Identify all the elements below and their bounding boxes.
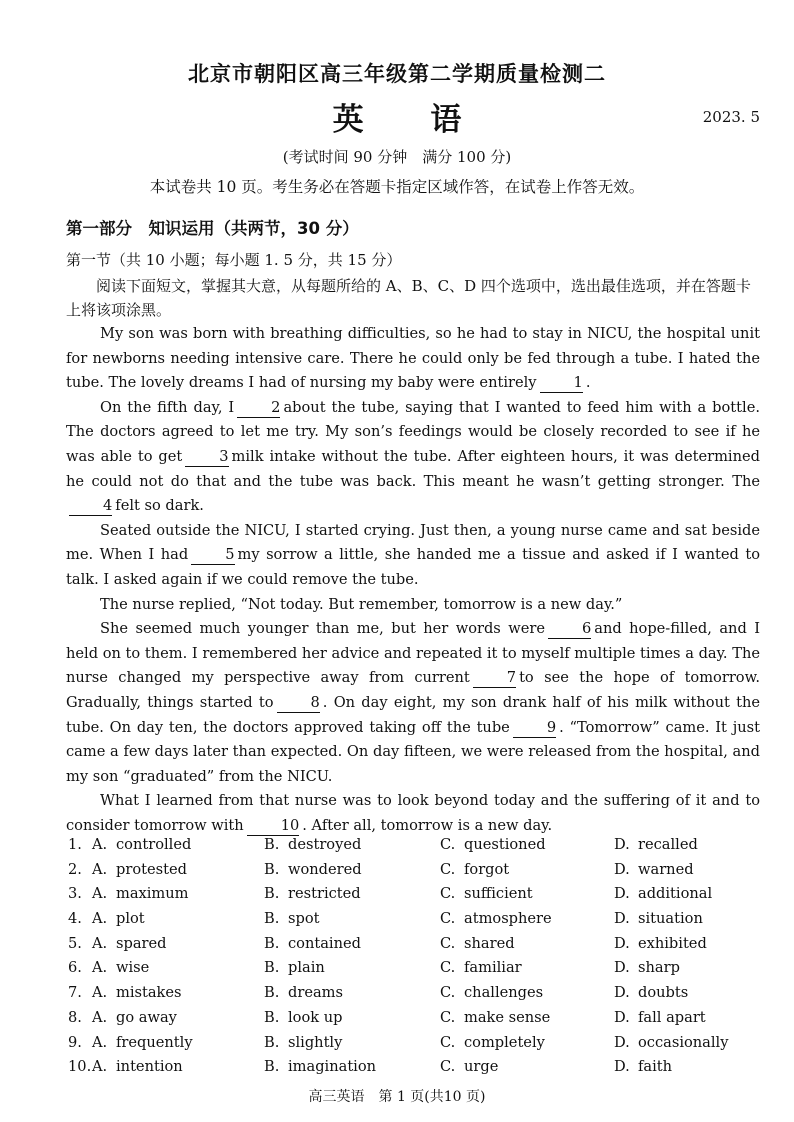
option-text: doubts [638, 984, 689, 1002]
passage-paragraph-1 [66, 322, 760, 396]
option-a [92, 910, 145, 927]
option-text: restricted [288, 885, 361, 903]
option-text: exhibited [638, 934, 707, 952]
option-text: faith [638, 1058, 673, 1076]
option-text: forgot [464, 860, 510, 878]
option-b [264, 1009, 342, 1026]
option-letter: C. [440, 934, 456, 952]
option-letter: C. [440, 1033, 456, 1051]
question-number: 8. [68, 1008, 82, 1026]
question-number: 3. [68, 885, 82, 903]
option-c [440, 1058, 498, 1075]
option-text: spot [288, 910, 320, 928]
option-letter: D. [614, 1033, 630, 1051]
option-letter: C. [440, 1008, 456, 1026]
option-a [92, 861, 187, 878]
option-letter: A. [92, 984, 108, 1002]
option-text: questioned [464, 836, 546, 853]
option-text: shared [464, 934, 515, 952]
option-row [68, 885, 758, 910]
option-letter: C. [440, 885, 456, 903]
option-c [440, 984, 543, 1001]
part1-heading: 第一部分 知识运用（共两节，30 分） [66, 219, 359, 238]
option-letter: D. [614, 860, 630, 878]
blank-7: 7 [473, 669, 516, 688]
option-text: imagination [288, 1058, 377, 1076]
option-b [264, 959, 325, 976]
option-row [68, 910, 758, 935]
option-text: intention [116, 1058, 183, 1076]
option-row [68, 836, 758, 861]
option-text: urge [464, 1058, 499, 1076]
passage-paragraph-6 [66, 789, 760, 838]
section1-instructions: 阅读下面短文，掌握其大意，从每题所给的 A、B、C、D 四个选项中，选出最佳选项，并在答题卡上将该项涂黑。 [66, 277, 751, 319]
option-c [440, 959, 522, 976]
option-b [264, 910, 319, 927]
option-d [614, 959, 680, 976]
option-letter: D. [614, 1058, 630, 1076]
option-letter: D. [614, 959, 630, 977]
question-number: 9. [68, 1033, 82, 1051]
option-letter: D. [614, 1008, 630, 1026]
option-letter: C. [440, 959, 456, 977]
passage-text: Seated outside the NICU, I started crying. Just then, a young nurse came and sat beside me. When I had [66, 521, 760, 564]
option-d [614, 861, 694, 878]
option-row [68, 984, 758, 1009]
passage-text: felt so dark. [115, 497, 204, 515]
passage-text: about the tube, saying that I wanted to feed him with a bottle. The doctors agreed to let me try. My son’s feedings would be closely recorded to see if he was able to get [66, 398, 760, 465]
option-d [614, 1034, 728, 1051]
question-number: 1. [68, 836, 82, 853]
option-a [92, 1009, 177, 1026]
cloze-passage [66, 322, 760, 838]
option-letter: B. [264, 1008, 280, 1026]
option-b [264, 836, 361, 853]
option-letter: D. [614, 934, 630, 952]
blank-10: 10 [247, 817, 300, 836]
passage-paragraph-5 [66, 617, 760, 789]
option-letter: A. [92, 860, 108, 878]
option-text: maximum [116, 885, 189, 903]
passage-text: . On day eight, my son drank half of his milk without the tube. On day ten, the doctors approved taking off the tube [66, 693, 760, 736]
option-letter: D. [614, 910, 630, 928]
option-a [92, 984, 182, 1001]
option-c [440, 1009, 550, 1026]
passage-paragraph-4: The nurse replied, “Not today. But remember, tomorrow is a new day.” [100, 595, 623, 613]
option-text: familiar [464, 959, 522, 977]
passage-text: and hope-filled, and I held on to them. I remembered her advice and repeated it to myself multiple times a day. The nurse changed my perspective away from current [66, 620, 760, 687]
option-letter: B. [264, 885, 280, 903]
exam-date: 2023. 5 [702, 108, 760, 126]
option-letter: D. [614, 885, 630, 903]
option-b [264, 1034, 342, 1051]
option-c [440, 885, 533, 902]
page-footer: 高三英语 第 1 页(共10 页) [308, 1089, 486, 1105]
option-row [68, 1009, 758, 1034]
option-letter: C. [440, 984, 456, 1002]
option-text: situation [638, 910, 703, 928]
passage-paragraph-2 [66, 396, 760, 519]
option-text: occasionally [638, 1033, 729, 1051]
option-letter: B. [264, 836, 280, 853]
option-letter: C. [440, 1058, 456, 1076]
blank-3: 3 [185, 448, 228, 467]
exam-notice: 本试卷共 10 页。考生务必在答题卡指定区域作答，在试卷上作答无效。 [149, 178, 645, 196]
option-letter: A. [92, 885, 108, 903]
option-text: wondered [288, 860, 362, 878]
option-text: recalled [638, 836, 698, 853]
option-row [68, 861, 758, 886]
blank-2: 2 [237, 399, 280, 418]
blank-8: 8 [277, 694, 320, 713]
passage-text: . “Tomorrow” came. It just came a few days later than expected. On day fifteen, we were released from the hospital, and my son “graduated” from the NICU. [66, 718, 760, 785]
option-a [92, 1058, 183, 1075]
option-b [264, 861, 362, 878]
option-letter: B. [264, 860, 280, 878]
option-a [92, 1034, 193, 1051]
option-c [440, 935, 515, 952]
option-letter: A. [92, 836, 108, 853]
passage-text: My son was born with breathing difficulties, so he had to stay in NICU, the hospital unit for newborns needing intensive care. There he could only be fed through a tube. I hated the tube. The lovely dreams I had of nursing my baby were entirely [66, 325, 760, 392]
option-d [614, 984, 688, 1001]
option-row [68, 959, 758, 984]
option-d [614, 1058, 672, 1075]
option-letter: D. [614, 984, 630, 1002]
option-text: contained [288, 934, 361, 952]
option-text: fall apart [638, 1008, 706, 1026]
passage-text: my sorrow a little, she handed me a tissue and asked if I wanted to talk. I asked again if we could remove the tube. [66, 546, 760, 588]
question-number: 10. [68, 1058, 92, 1076]
option-letter: B. [264, 934, 280, 952]
passage-text: milk intake without the tube. After eighteen hours, it was determined he could not do that and the tube was back. This meant he wasn’t getting stronger. The [66, 447, 760, 490]
option-b [264, 1058, 376, 1075]
option-text: additional [638, 885, 713, 903]
option-letter: D. [614, 836, 630, 853]
option-text: wise [116, 959, 150, 977]
option-text: completely [464, 1033, 545, 1051]
question-number: 6. [68, 959, 82, 977]
section1-heading: 第一节（共 10 小题；每小题 1. 5 分，共 15 分） [66, 251, 402, 269]
option-d [614, 885, 712, 902]
blank-6: 6 [548, 620, 591, 639]
option-text: sufficient [464, 885, 533, 903]
option-letter: B. [264, 984, 280, 1002]
option-text: atmosphere [464, 910, 552, 928]
option-b [264, 885, 361, 902]
option-letter: A. [92, 959, 108, 977]
option-letter: A. [92, 1008, 108, 1026]
option-b [264, 984, 343, 1001]
exam-time-info: (考试时间 90 分钟 满分 100 分) [282, 148, 512, 166]
option-c [440, 1034, 545, 1051]
option-text: warned [638, 860, 694, 878]
option-b [264, 935, 361, 952]
option-text: mistakes [116, 984, 182, 1002]
option-letter: A. [92, 934, 108, 952]
option-a [92, 959, 149, 976]
option-a [92, 836, 191, 853]
option-letter: B. [264, 959, 280, 977]
option-d [614, 1009, 706, 1026]
question-number: 2. [68, 860, 82, 878]
option-row [68, 1034, 758, 1059]
option-text: challenges [464, 984, 544, 1002]
subject-title: 英 语 [332, 102, 490, 138]
option-c [440, 910, 552, 927]
option-text: spared [116, 934, 167, 952]
option-text: make sense [464, 1008, 551, 1026]
option-letter: A. [92, 1033, 108, 1051]
question-number: 7. [68, 984, 82, 1002]
question-number: 5. [68, 934, 82, 952]
answer-options [68, 836, 758, 1083]
option-row [68, 1058, 758, 1083]
option-letter: C. [440, 836, 456, 853]
option-text: destroyed [288, 836, 362, 853]
passage-text: . [585, 374, 591, 392]
option-letter: A. [92, 1058, 108, 1076]
option-letter: C. [440, 910, 456, 928]
passage-text: What I learned from that nurse was to look beyond today and the suffering of it and to consider tomorrow with [66, 792, 760, 834]
option-a [92, 935, 167, 952]
option-text: sharp [638, 959, 680, 977]
passage-text: . After all, tomorrow is a new day. [302, 816, 553, 834]
passage-text: She seemed much younger than me, but her words were [100, 620, 545, 638]
option-text: controlled [116, 836, 192, 853]
blank-1: 1 [540, 374, 583, 393]
option-c [440, 836, 546, 853]
passage-text: On the fifth day, I [100, 398, 235, 416]
option-text: frequently [116, 1033, 193, 1051]
option-letter: B. [264, 910, 280, 928]
option-d [614, 836, 698, 853]
option-letter: B. [264, 1033, 280, 1051]
option-text: plot [116, 910, 145, 928]
option-text: plain [288, 959, 325, 977]
option-d [614, 935, 707, 952]
option-text: protested [116, 860, 187, 878]
blank-5: 5 [191, 546, 234, 565]
option-letter: C. [440, 860, 456, 878]
option-a [92, 885, 189, 902]
option-letter: A. [92, 910, 108, 928]
option-text: look up [288, 1008, 343, 1026]
option-row [68, 935, 758, 960]
question-number: 4. [68, 910, 82, 928]
exam-title: 北京市朝阳区高三年级第二学期质量检测二 [188, 61, 606, 86]
option-d [614, 910, 703, 927]
passage-paragraph-3 [66, 519, 760, 593]
blank-9: 9 [513, 719, 556, 738]
option-c [440, 861, 509, 878]
blank-4: 4 [69, 497, 112, 516]
option-letter: B. [264, 1058, 280, 1076]
passage-text: to see the hope of tomorrow. Gradually, things started to [66, 669, 760, 711]
option-text: dreams [288, 984, 343, 1002]
option-text: go away [116, 1008, 177, 1026]
option-text: slightly [288, 1033, 343, 1051]
